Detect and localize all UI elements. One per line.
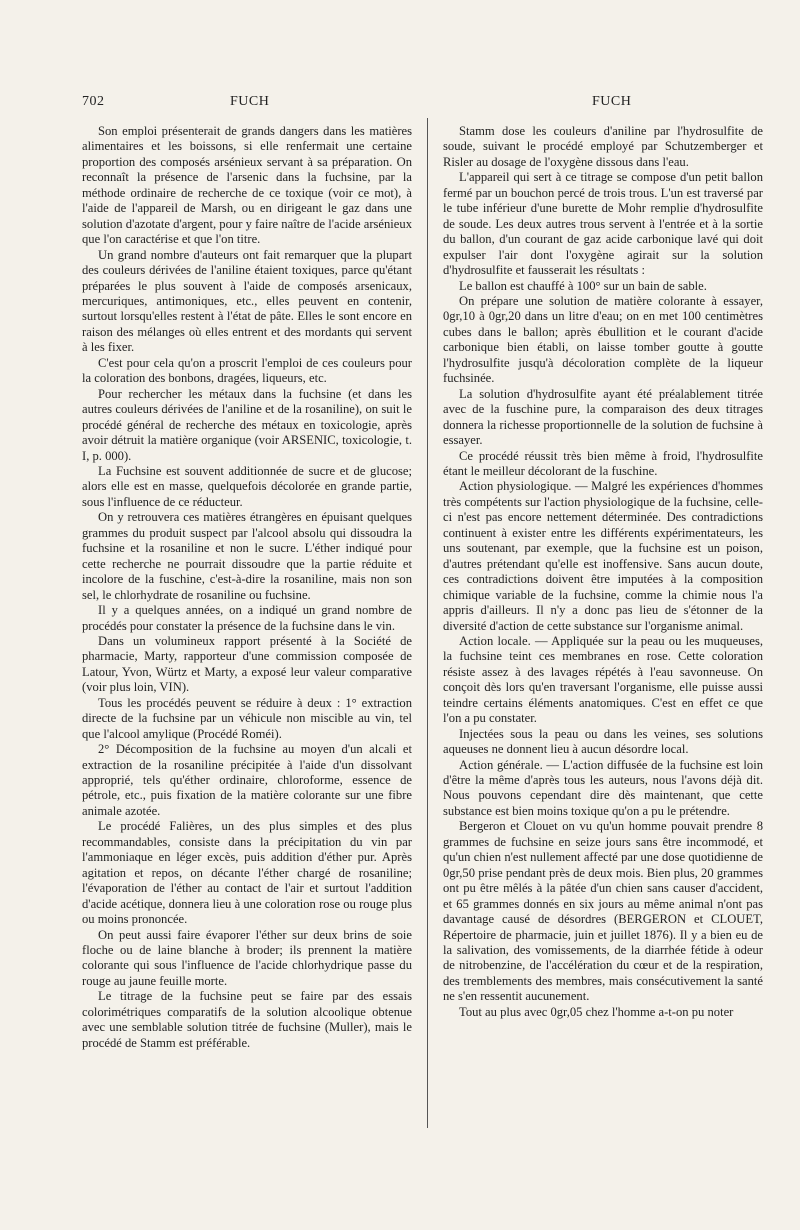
paragraph: Le procédé Falières, un des plus simples et des plus recommandables, consiste dans la précipitation du vin par l'ammoniaque en léger excès, puis addition d'éther pur. Après agitation et repos, on décante l'éther chargé de rosaniline; l'évaporation de l'éther au contact de l'air et surtout l'addition d'acide acétique, donnera lieu à une coloration rose ou rouge plus ou moins prononcée. — [82, 819, 412, 927]
paragraph: Action locale. — Appliquée sur la peau ou les muqueuses, la fuchsine teint ces membranes en rose. Cette coloration résiste assez à des lavages répétés à l'eau savonneuse. On conçoit dès lors qu'en traversant l'organisme, elle puisse aussi teindre certains éléments anatomiques. C'est en effet ce que l'on a pu constater. — [443, 633, 763, 726]
column-divider — [427, 118, 428, 1128]
paragraph: Tout au plus avec 0gr,05 chez l'homme a-t-on pu noter — [459, 1004, 734, 1019]
paragraph: Injectées sous la peau ou dans les veines, ses solutions aqueuses ne donnent lieu à aucun désordre local. — [443, 726, 763, 757]
paragraph: Le titrage de la fuchsine peut se faire par des essais colorimétriques comparatifs de la solution alcoolique obtenue avec une semblable solution titrée de fuchsine (Muller), mais le procédé de Stamm est préférable. — [82, 989, 412, 1050]
paragraph: La solution d'hydrosulfite ayant été préalablement titrée avec de la fuschine pure, la comparaison des deux titrages donnera la richesse proportionnelle de la solution de fuchsine à essayer. — [443, 386, 763, 448]
paragraph: Action physiologique. — Malgré les expériences d'hommes très compétents sur l'action physiologique de la fuchsine, celle-ci n'est pas encore nettement déterminée. Des contradictions continuent à exister entre les différents expérimentateurs, les uns soutenant, par exemple, que la fuchsine est un poison, d'autres prétendant qu'elle est inoffensive. Sans aucun doute, ces contradictions doivent être imputées à la composition chimique variable de la fuchsine, comme la chimie nous l'a appris d'ailleurs. Il n'y a donc pas lieu de s'étonner de la diversité d'action de cette substance sur l'organisme animal. — [443, 479, 763, 633]
right-column — [443, 124, 763, 1020]
paragraph: 2° Décomposition de la fuchsine au moyen d'un alcali et extraction de la rosaniline précipitée à l'aide d'un dissolvant approprié, tels qu'éther ordinaire, chloroforme, essence de pétrole, etc., puis fixation de la matière colorante sur une fibre animale azotée. — [82, 742, 412, 818]
paragraph: Dans un volumineux rapport présenté à la Société de pharmacie, Marty, rapporteur d'une commission composée de Latour, Yvon, Würtz et Marty, a exposé leur valeur comparative (voir plus loin, VIN). — [82, 633, 412, 695]
left-column — [82, 124, 412, 1051]
paragraph: Tous les procédés peuvent se réduire à deux : 1° extraction directe de la fuchsine par un véhicule non miscible au vin, tel que l'alcool amylique (Procédé Roméi). — [82, 695, 412, 741]
paragraph: La Fuchsine est souvent additionnée de sucre et de glucose; alors elle est en masse, quelquefois décolorée en grande partie, sous l'influence de ce réducteur. — [82, 463, 412, 509]
paragraph: Stamm dose les couleurs d'aniline par l'hydrosulfite de soude, suivant le procédé employé par Schutzemberger et Risler au dosage de l'oxygène dissous dans l'eau. — [443, 124, 763, 169]
paragraph: Bergeron et Clouet on vu qu'un homme pouvait prendre 8 grammes de fuchsine en seize jours sans être incommodé, et qu'un chien n'est nullement affecté par une dose quotidienne de 0gr,50 prise pendant près de deux mois. Bien plus, 20 grammes ont pu être mêlés à la pâtée d'un chien sans causer d'accident, et 65 grammes donnés en six jours au même animal n'ont pas davantage causé de désordres (BERGERON et CLOUET, Répertoire de pharmacie, juin et juillet 1876). Il y a bien eu de la salivation, des vomissements, de la diarrhée fétide à odeur de nitrobenzine, de l'accélération du cœur et de la respiration, des tremblements des membres, mais consécutivement la santé ne s'en ressentit aucunement. — [443, 819, 763, 1004]
paragraph: Action générale. — L'action diffusée de la fuchsine est loin d'être la même d'après tous les auteurs, nous l'avons déjà dit. Nous pouvons cependant dire dès maintenant, que cette substance est bien moins toxique qu'on a pu le prétendre. — [443, 757, 763, 818]
paragraph: Le ballon est chauffé à 100° sur un bain de sable. — [459, 278, 707, 293]
paragraph: On prépare une solution de matière colorante à essayer, 0gr,10 à 0gr,20 dans un litre d'eau; on en met 100 centimètres cubes dans le ballon; après ébullition et le courant d'acide carbonique bien établi, on laisse tomber goutte à goutte l'hydrosulfite jusqu'à décoloration complète de la liqueur fuchsinée. — [443, 293, 763, 386]
paragraph: L'appareil qui sert à ce titrage se compose d'un petit ballon fermé par un bouchon percé de trois trous. L'un est traversé par le tube inférieur d'une burette de Mohr remplie d'hydrosulfite de soude. Les deux autres trous servent à l'entrée et à la sortie du ballon, d'un courant de gaz acide carbonique lavé qui doit expulser l'air dont l'oxygène agirait sur la solution d'hydrosulfite et fausserait les résultats : — [443, 170, 763, 278]
paragraph: C'est pour cela qu'on a proscrit l'emploi de ces couleurs pour la coloration des bonbons, dragées, liqueurs, etc. — [82, 355, 412, 386]
page-number: 702 — [82, 94, 105, 109]
paragraph: Pour rechercher les métaux dans la fuchsine (et dans les autres couleurs dérivées de l'aniline et de la rosaniline), on suit le procédé général de recherche des métaux en toxicologie, après avoir détruit la matière organique (voir ARSENIC, toxicologie, t. I, p. 000). — [82, 386, 412, 463]
paragraph: Ce procédé réussit très bien même à froid, l'hydrosulfite étant le meilleur décolorant de la fuschine. — [443, 448, 763, 478]
paragraph: Son emploi présenterait de grands dangers dans les matières alimentaires et les boissons, si elle renfermait une certaine proportion des composés arsénieux servant à sa préparation. On reconnaît la présence de l'arsenic dans la fuchsine, par la méthode ordinaire de recherche de ce toxique (voir ce mot), à l'aide de l'appareil de Marsh, ou en dirigeant le gaz dans une solution d'azotate d'argent, pour y faire naître de l'acide arsénieux que l'on caractérise et que l'on titre. — [82, 124, 412, 247]
paragraph: On peut aussi faire évaporer l'éther sur deux brins de soie floche ou de laine blanche à broder; ils prennent la matière colorante qui sous l'influence de l'acide chlorhydrique passe du rouge au jaune feuille morte. — [82, 927, 412, 988]
paragraph: On y retrouvera ces matières étrangères en épuisant quelques grammes du produit suspect par l'alcool absolu qui dissoudra la fuchsine et la rosaniline et non le sucre. L'éther indiqué pour cette recherche ne pourrait dissoudre que la partie réduite et incolore de la fuschine, c'est-à-dire la rosaniline, mais non son sel, le chlorhydrate de rosaniline ou fuchsine. — [82, 510, 412, 602]
left-running-title: FUCH — [230, 94, 270, 109]
paragraph: Il y a quelques années, on a indiqué un grand nombre de procédés pour constater la présence de la fuchsine dans le vin. — [82, 603, 412, 633]
right-running-title: FUCH — [592, 94, 632, 109]
paragraph: Un grand nombre d'auteurs ont fait remarquer que la plupart des couleurs dérivées de l'aniline étaient toxiques, parce qu'étant préparées le plus souvent à l'aide de composés arsenicaux, mercuriques, antimoniques, etc., elles peuvent en contenir, surtout lorsqu'elles restent à l'état de pâte. Elles le sont encore en raison des mélanges où elles entrent et des mordants qui servent à les fixer. — [82, 247, 412, 355]
